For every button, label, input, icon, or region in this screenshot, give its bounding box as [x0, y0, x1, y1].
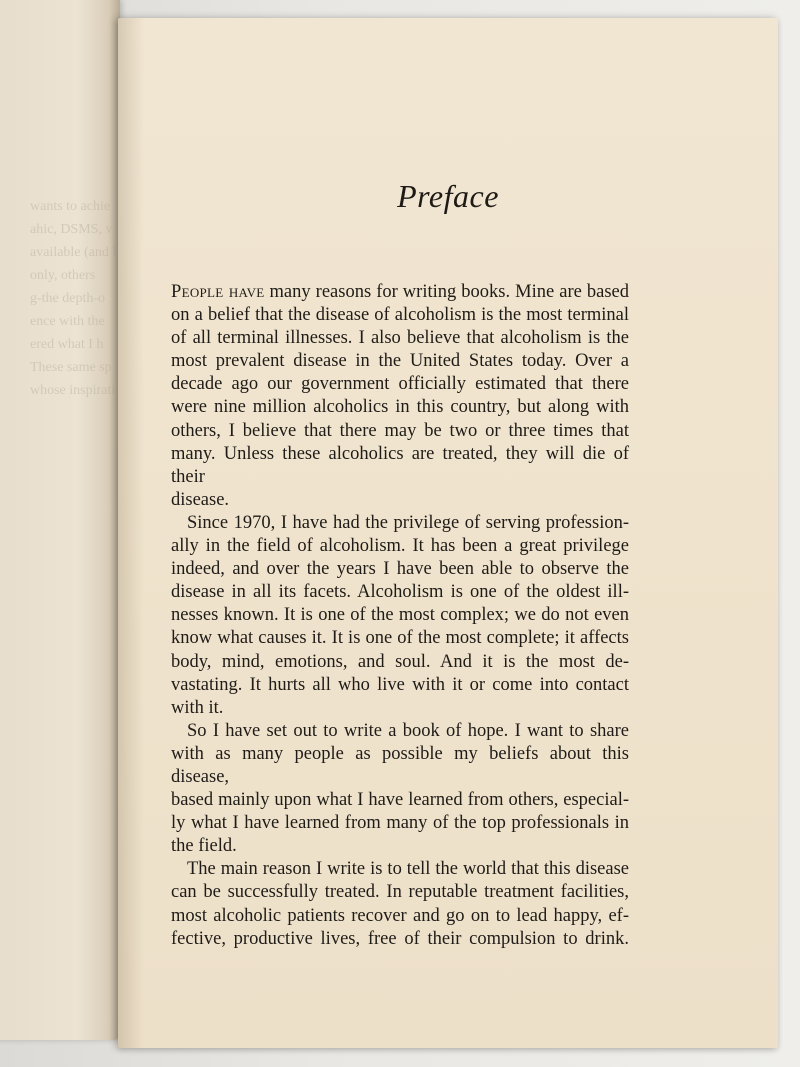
text-line: with as many people as possible my beliefs about this disease, [171, 743, 629, 787]
previous-page [0, 0, 120, 1040]
text-line: indeed, and over the years I have been able to observe the [171, 559, 629, 580]
text-line: many. Unless these alcoholics are treated, they will die of their [171, 443, 629, 487]
text-line: ly what I have learned from many of the top professionals in [171, 813, 629, 834]
text-line: others, I believe that there may be two or three times that [171, 420, 629, 441]
bleed-line: ered what I h [30, 337, 104, 352]
bleed-line: ence with the [30, 314, 105, 329]
text-line: of all terminal illnesses. I also believe that alcoholism is the [171, 328, 629, 349]
bleed-line: wants to achie [30, 199, 111, 214]
text-line: can be successfully treated. In reputable treatment facilities, [171, 882, 629, 903]
bleed-line: g-the depth-o [30, 291, 106, 306]
text-line: most prevalent disease in the United States today. Over a [171, 351, 629, 372]
paragraph-2 [171, 512, 629, 720]
text-line: based mainly upon what I have learned from others, especial- [171, 790, 629, 811]
text-line: fective, productive lives, free of their compulsion to drink. [171, 928, 629, 949]
left-page-bleed-through [30, 195, 116, 402]
text-line: decade ago our government officially estimated that there [171, 374, 629, 395]
text-line: nesses known. It is one of the most complex; we do not even [171, 605, 629, 626]
text-line: ally in the field of alcoholism. It has been a great privilege [171, 536, 629, 557]
book-page [118, 18, 778, 1048]
page-title: Preface [397, 178, 499, 214]
text-line: disease in all its facets. Alcoholism is one of the oldest ill- [171, 582, 629, 603]
text-line: The main reason I write is to tell the world that this disease [187, 859, 629, 880]
text-line: So I have set out to write a book of hope. I want to share [187, 720, 629, 741]
text-line: Since 1970, I have had the privilege of serving profession- [187, 512, 629, 533]
text-line: disease. [171, 489, 230, 510]
text-line: were nine million alcoholics in this country, but along with [171, 397, 629, 418]
paragraph-1: People have many reasons for writing books. Mine are based on a belief that the disease of alcoholism is the most terminal of all terminal illnesses. I also believe that alcoholism is the most prevalent disease in the United States today. Over a decade ago our government officially estimated that there were nine million alcoholics in this country, but along with others, I believe that there may be two or three times that many. Unless these alcoholics are treated, they will die of their disease. [171, 281, 629, 512]
lead-in-small-caps: People have [171, 282, 265, 302]
text-line: most alcoholic patients recover and go on to lead happy, ef- [171, 905, 629, 926]
text-line: know what causes it. It is one of the most complete; it affects [171, 628, 629, 649]
bleed-line: whose inspirati [30, 383, 116, 398]
text-line: vastating. It hurts all who live with it or come into contact [171, 674, 629, 695]
paragraph-4 [171, 858, 629, 950]
bleed-line: only, others [30, 268, 96, 283]
text-line: the field. [171, 836, 237, 857]
bleed-line: These same sp [30, 360, 112, 375]
text-line: with it. [171, 697, 224, 718]
bleed-line: ahic, DSMS, v [30, 222, 113, 237]
paragraph-3 [171, 720, 629, 859]
text-line: body, mind, emotions, and soul. And it is the most de- [171, 651, 629, 672]
bleed-line: available (and l [30, 245, 117, 260]
preface-body [171, 281, 629, 951]
text-line: on a belief that the disease of alcoholism is the most terminal [171, 305, 629, 326]
